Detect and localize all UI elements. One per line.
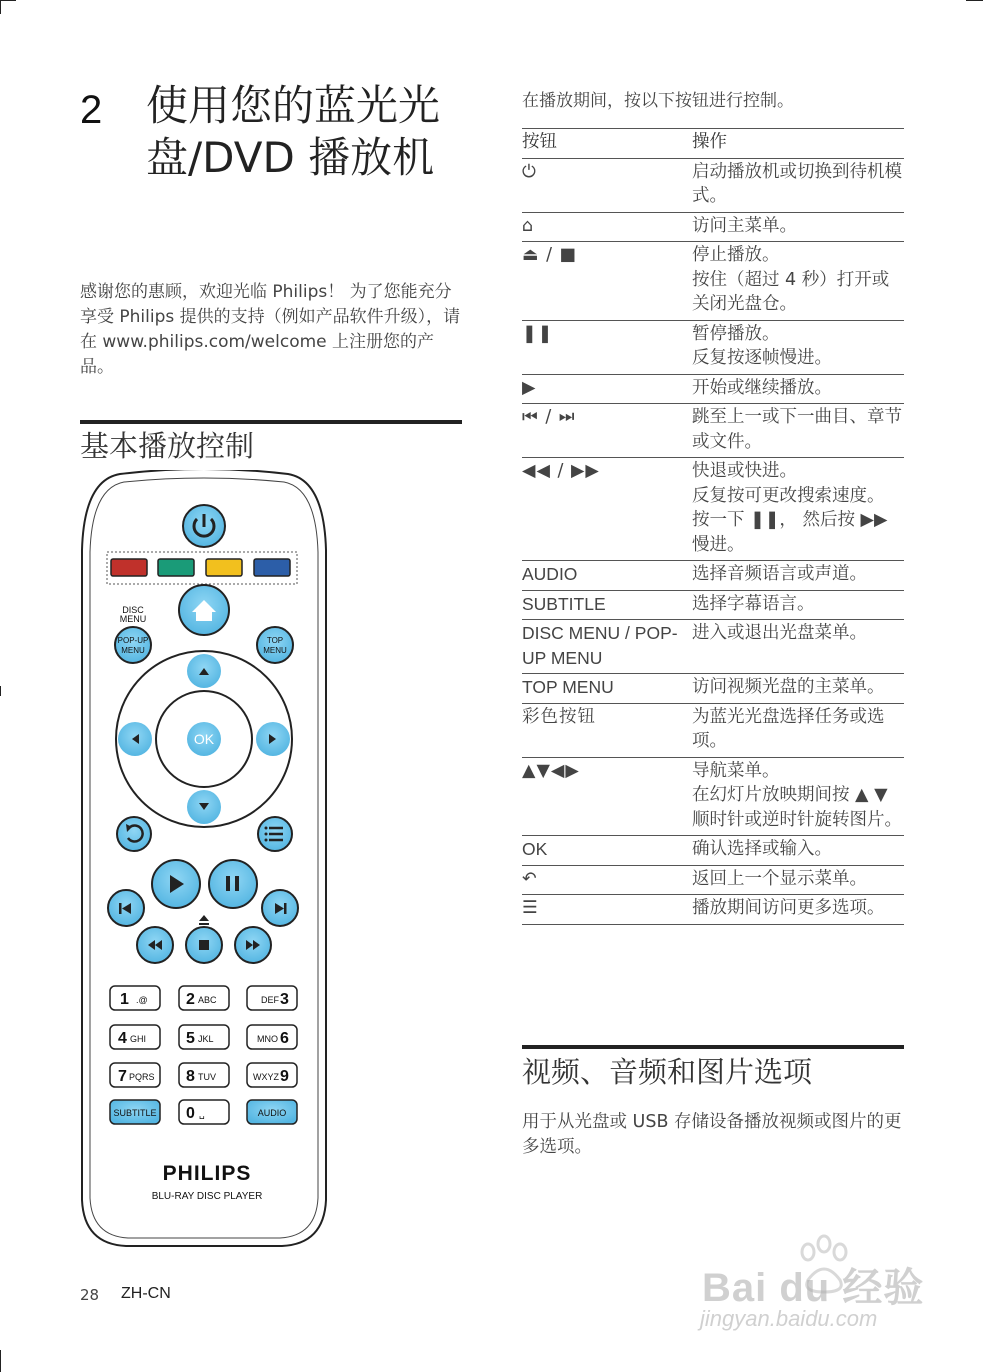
crop-mark — [0, 0, 16, 1]
options-button — [258, 817, 292, 851]
nav-down-button — [187, 790, 221, 824]
control-action-cell: 确认选择或输入。 — [692, 836, 904, 866]
svg-text:PQRS: PQRS — [129, 1072, 155, 1082]
control-action-cell: 停止播放。 按住（超过 4 秒）打开或关闭光盘仓。 — [692, 242, 904, 321]
control-action-cell: 选择音频语言或声道。 — [692, 561, 904, 591]
control-button-cell: ↶ — [522, 865, 692, 895]
blue-button — [254, 559, 290, 576]
power-button — [183, 505, 225, 547]
subtitle-button — [110, 1100, 160, 1124]
previous-button — [108, 890, 144, 926]
svg-text:4: 4 — [118, 1030, 127, 1047]
chapter-number: 2 — [80, 88, 103, 132]
control-action-cell: 播放期间访问更多选项。 — [692, 895, 904, 925]
key-4 — [110, 1025, 160, 1049]
control-action-cell: 选择字幕语言。 — [692, 590, 904, 620]
key-3 — [247, 986, 297, 1010]
svg-text:2: 2 — [186, 991, 195, 1008]
svg-text:5: 5 — [186, 1030, 195, 1047]
table-row — [522, 674, 904, 704]
table-row — [522, 757, 904, 836]
header-action: 操作 — [692, 129, 904, 159]
section-rule — [522, 1045, 904, 1049]
table-row — [522, 561, 904, 591]
crop-mark — [0, 1350, 1, 1372]
svg-text:9: 9 — [280, 1068, 289, 1085]
svg-text:ABC: ABC — [198, 995, 217, 1005]
options-paragraph: 用于从光盘或 USB 存储设备播放视频或图片的更多选项。 — [522, 1112, 902, 1157]
control-action-cell: 为蓝光光盘选择任务或选项。 — [692, 703, 904, 757]
crop-mark — [0, 0, 1, 14]
svg-text:.@: .@ — [136, 995, 148, 1005]
crop-mark — [966, 0, 983, 1]
table-row — [522, 703, 904, 757]
play-button — [152, 860, 200, 908]
table-row — [522, 895, 904, 925]
nav-left-button — [118, 722, 152, 756]
disc-menu-label: DISC MENU — [119, 605, 147, 624]
key-0 — [179, 1100, 229, 1124]
yellow-button — [206, 559, 242, 576]
home-button — [179, 585, 229, 635]
control-action-cell: 返回上一个显示菜单。 — [692, 865, 904, 895]
control-action-cell: 开始或继续播放。 — [692, 374, 904, 404]
language-code: ZH-CN — [121, 1285, 171, 1302]
control-button-cell: 彩色按钮 — [522, 703, 692, 757]
stop-button — [186, 927, 222, 963]
green-button — [158, 559, 194, 576]
svg-text:SUBTITLE: SUBTITLE — [113, 1108, 157, 1118]
table-row — [522, 212, 904, 242]
table-row — [522, 458, 904, 561]
table-header — [522, 129, 904, 159]
control-button-cell: ⏻ — [522, 158, 692, 212]
control-action-cell: 访问视频光盘的主菜单。 — [692, 674, 904, 704]
svg-text:OK: OK — [193, 731, 215, 747]
control-button-cell: ⏮ / ⏭ — [522, 404, 692, 458]
section-title-basic: 基本播放控制 — [80, 429, 255, 463]
back-button — [117, 817, 151, 851]
fast-forward-button — [235, 927, 271, 963]
key-7 — [110, 1063, 160, 1087]
key-9 — [247, 1063, 297, 1087]
nav-up-button — [187, 654, 221, 688]
pause-button — [209, 860, 257, 908]
table-row — [522, 242, 904, 321]
key-5 — [179, 1025, 229, 1049]
svg-text:AUDIO: AUDIO — [257, 1108, 287, 1118]
control-button-cell: TOP MENU — [522, 674, 692, 704]
control-button-cell: ◀◀ / ▶▶ — [522, 458, 692, 561]
control-action-cell: 进入或退出光盘菜单。 — [692, 620, 904, 674]
svg-text:8: 8 — [186, 1068, 195, 1085]
control-button-cell: ⌂ — [522, 212, 692, 242]
stop-icon — [199, 940, 209, 950]
crop-mark — [0, 686, 1, 696]
svg-text:DEF: DEF — [261, 995, 279, 1005]
model-label: BLU-RAY DISC PLAYER — [151, 1191, 263, 1202]
svg-text:JKL: JKL — [198, 1034, 214, 1044]
svg-text:1: 1 — [120, 991, 129, 1008]
control-action-cell: 导航菜单。 在幻灯片放映期间按 ▲ ▼ 顺时针或逆时针旋转图片。 — [692, 757, 904, 836]
svg-text:6: 6 — [280, 1030, 289, 1047]
svg-text:WXYZ: WXYZ — [253, 1072, 279, 1082]
control-button-cell: ⏏ / ■ — [522, 242, 692, 321]
control-button-cell: AUDIO — [522, 561, 692, 591]
svg-text:TUV: TUV — [198, 1072, 216, 1082]
red-button — [111, 559, 147, 576]
remote-control-illustration — [78, 470, 330, 1250]
chapter-title: 使用您的蓝光光盘/DVD 播放机 — [146, 81, 441, 182]
ok-button — [187, 722, 221, 756]
svg-text:MNO: MNO — [257, 1034, 278, 1044]
control-action-cell: 快退或快进。 反复按可更改搜索速度。 按一下 ❚❚， 然后按 ▶▶ 慢进。 — [692, 458, 904, 561]
control-button-cell: OK — [522, 836, 692, 866]
key-1 — [110, 986, 160, 1010]
nav-right-button — [256, 722, 290, 756]
table-row — [522, 404, 904, 458]
control-action-cell: 跳至上一或下一曲目、章节或文件。 — [692, 404, 904, 458]
svg-text:POP-UPMENU: POP-UP MENU — [117, 636, 149, 655]
controls-table — [522, 128, 904, 925]
control-action-cell: 暂停播放。 反复按逐帧慢进。 — [692, 320, 904, 374]
audio-button — [247, 1100, 297, 1124]
table-row — [522, 590, 904, 620]
control-action-cell: 访问主菜单。 — [692, 212, 904, 242]
table-row — [522, 865, 904, 895]
svg-text:3: 3 — [280, 991, 289, 1008]
intro-paragraph: 感谢您的惠顾，欢迎光临 Philips！ 为了您能充分享受 Philips 提供的支持（例如产品软件升级），请在 www.philips.com/welcome 上注册您的产品。 — [80, 282, 461, 377]
control-button-cell: SUBTITLE — [522, 590, 692, 620]
top-menu-button — [257, 627, 293, 663]
svg-text:0: 0 — [186, 1105, 195, 1122]
key-6 — [247, 1025, 297, 1049]
svg-text:GHI: GHI — [130, 1034, 147, 1044]
rewind-button — [137, 927, 173, 963]
watermark-brand: Bai du 经验 — [702, 1266, 925, 1310]
watermark-url: jingyan.baidu.com — [700, 1306, 878, 1331]
table-row — [522, 374, 904, 404]
control-button-cell: DISC MENU / POP-UP MENU — [522, 620, 692, 674]
table-row — [522, 158, 904, 212]
table-row — [522, 620, 904, 674]
header-button: 按钮 — [522, 129, 692, 159]
page-number: 28 — [80, 1286, 100, 1304]
control-button-cell: ▲▼◀▶ — [522, 757, 692, 836]
key-8 — [179, 1063, 229, 1087]
table-row — [522, 320, 904, 374]
section-title-options: 视频、音频和图片选项 — [522, 1055, 813, 1089]
control-button-cell: ▶ — [522, 374, 692, 404]
table-row — [522, 836, 904, 866]
svg-text:7: 7 — [118, 1068, 127, 1085]
control-button-cell: ❚❚ — [522, 320, 692, 374]
control-button-cell: ☰ — [522, 895, 692, 925]
popup-menu-button — [115, 627, 151, 663]
next-button — [262, 890, 298, 926]
svg-text:TOPMENU: TOP MENU — [263, 636, 287, 655]
svg-text:␣: ␣ — [199, 1109, 205, 1119]
brand-logo: PHILIPS — [162, 1162, 252, 1185]
controls-lead: 在播放期间，按以下按钮进行控制。 — [522, 91, 794, 111]
control-action-cell: 启动播放机或切换到待机模式。 — [692, 158, 904, 212]
key-2 — [179, 986, 229, 1010]
